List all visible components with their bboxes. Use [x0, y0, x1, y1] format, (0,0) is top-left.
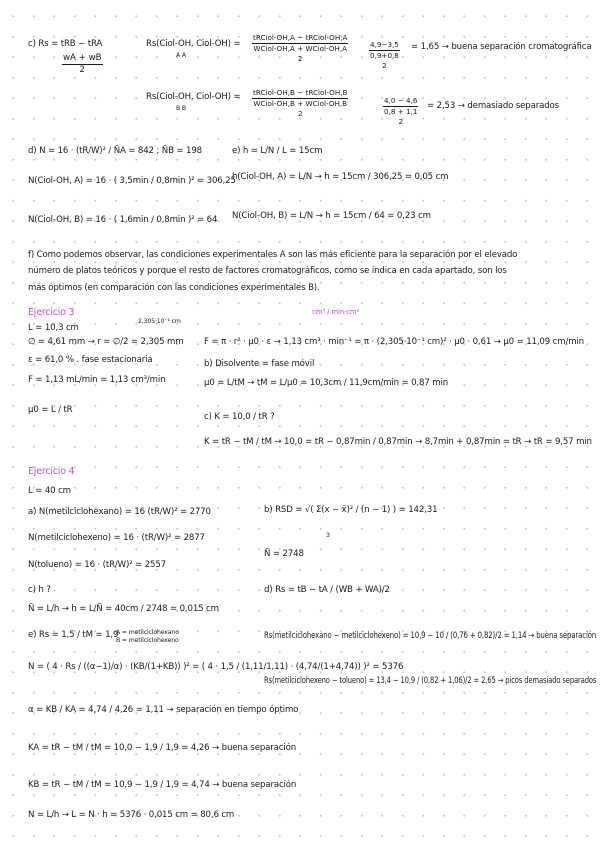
- conclusion-line-1: f) Como podemos observar, las condiciones experimentales A son las más eficiente para la separación por el elevado: [28, 250, 518, 260]
- height-question: c) h ?: [28, 585, 51, 595]
- heading-ejercicio-4: Ejercicio 4: [28, 466, 75, 477]
- conclusion-line-2: número de platos teóricos y porque el resto de factores cromatográficos, como se indica en cada apartado, son los: [28, 266, 507, 276]
- formula-height-h: e) h = L/N / L = 15cm: [232, 146, 323, 156]
- rs-a-lhs: Rs(Ciol-OH, Ciol-OH) =: [146, 39, 241, 49]
- formula-rs-definition: c) Rs = tRB − tRA: [28, 39, 103, 49]
- mean-plates: N̄ = 2748: [264, 549, 304, 559]
- plates-toluene: N(tolueno) = 16 · (tR/W)² = 2557: [28, 560, 166, 570]
- conclusion-line-3: más óptimos (en comparación con las condiciones experimentales B).: [28, 283, 320, 293]
- resolution-formula: d) Rs = tB − tA / (WB + WA)/2: [264, 585, 390, 595]
- rs-b-result-fraction: 4,0 − 4,6 0,8 + 1,1 2: [384, 96, 418, 126]
- rs-a-result-fraction: 4,9−3,5 0,9+0,8 2: [370, 40, 399, 70]
- retention-factor-a: KA = tR − tM / tM = 10,0 − 1,9 / 1,9 = 4,26 → buena separación: [28, 743, 297, 753]
- length-3: L = 10,3 cm: [28, 323, 79, 333]
- plates-required: N = ( 4 · Rs / ((α−1)/α) · (KB/(1+KB)) )² = ( 4 · 1,5 / (1,11/1,11) · (4,74/(1+4,74)) )² = 5376: [28, 662, 404, 672]
- plates-methylcyclohexene: N(metilciclohexeno) = 16 · (tR/W)² = 2877: [28, 533, 205, 543]
- height-calculation: N̄ = L/h → h = L/N̄ = 40cm / 2748 = 0,015 cm: [28, 604, 219, 614]
- solvent-note: b) Disolvente = fase móvil: [204, 359, 315, 369]
- heading-ejercicio-3: Ejercicio 3: [28, 307, 75, 318]
- rsd-n: 3: [326, 532, 330, 539]
- formula-plates-n: d) N = 16 · (tR/W)² / N̄A = 842 ; N̄B = 198: [28, 146, 202, 156]
- rs-b-subscript: B B: [176, 105, 187, 112]
- length-4: L = 40 cm: [28, 486, 71, 496]
- plates-methylcyclohexane: a) N(metilciclohexano) = 16 (tR/W)² = 2770: [28, 507, 211, 517]
- rs-b-fraction: tRCiol-OH,B − tRCiol-OH,B WCiol-OH,B + WCiol-OH,B 2: [253, 88, 348, 118]
- plates-a: N(Ciol-OH, A) = 16 · ( 3,5min / 0,8min )² = 306,25: [28, 176, 236, 186]
- retention-factor-question: c) K = 10,0 / tR ?: [204, 412, 275, 422]
- rs-a-fraction: tRCiol-OH,A − tRCiol-OH,A WCiol-OH,A + WCiol-OH,A 2: [253, 33, 348, 63]
- rsd-formula: b) RSD = √( Σ(x − x̄)² / (n − 1) ) = 142,31: [264, 505, 438, 515]
- resolution-given: e) Rs = 1,5 / tM = 1,9: [28, 630, 119, 640]
- resolution-mce-toluene: Rs(metilciclohexeno − tolueno) = 13,4 − 10,9 / (0,82 + 1,06)/2 = 2,65 → picos demasiado separados: [264, 676, 597, 686]
- rs-a-conclusion: = 1,65 → buena separación cromatográfica: [411, 42, 592, 52]
- flow-rate: F = 1,13 mL/min = 1,13 cm³/min: [28, 375, 166, 385]
- height-b: N(Ciol-OH, B) = L/N → h = 15cm / 64 = 0,23 cm: [232, 211, 431, 221]
- formula-rs-denominator: $\frac{wA + wB}{2}$: [63, 53, 102, 75]
- rs-b-lhs: Rs(Ciol-OH, Ciol-OH) =: [146, 92, 241, 102]
- linear-velocity-definition: μ0 = L / tR: [28, 405, 73, 415]
- flow-equation: F = π · r² · μ0 · ε → 1,13 cm³ · min⁻¹ = π · (2,305·10⁻¹ cm)² · μ0 · 0,61 → μ0 = 11,09 cm/min: [204, 337, 584, 347]
- porosity: ε = 61,0 % . fase estacionaria: [28, 355, 153, 365]
- height-a: h(Ciol-OH, A) = L/N → h = 15cm / 306,25 = 0,05 cm: [232, 172, 449, 182]
- unit-highlight: cm³ / min·cm²: [312, 308, 360, 316]
- dead-time-equation: μ0 = L/tM → tM = L/μ0 = 10,3cm / 11,9cm/min = 0,87 min: [204, 378, 449, 388]
- rs-b-conclusion: = 2,53 → demasiado separados: [427, 101, 559, 111]
- legend-b: B = metilciclohexeno: [116, 637, 179, 644]
- selectivity: α = KB / KA = 4,74 / 4,26 = 1,11 → separación en tiempo óptimo: [28, 705, 299, 715]
- resolution-mch-mce: Rs(metilciclohexano − metilciclohexeno) = 10,9 − 10 / (0,76 + 0,82)/2 = 1,14 → buena separación: [264, 631, 597, 641]
- retention-factor-b: KB = tR − tM / tM = 10,9 − 1,9 / 1,9 = 4,74 → buena separación: [28, 780, 297, 790]
- rs-a-subscript: A A: [176, 52, 186, 59]
- plates-b: N(Ciol-OH, B) = 16 · ( 1,6min / 0,8min )² = 64: [28, 215, 218, 225]
- radius-conversion: 2,305·10⁻¹ cm: [138, 318, 181, 325]
- column-length-result: N = L/h → L = N · h = 5376 · 0,015 cm = 80,6 cm: [28, 810, 235, 820]
- diameter-radius: ∅ = 4,61 mm → r = ∅/2 = 2,305 mm: [28, 337, 184, 347]
- retention-factor-equation: K = tR − tM / tM → 10,0 = tR − 0,87min / 0,87min → 8,7min + 0,87min = tR → tR = 9,57 min: [204, 437, 592, 447]
- legend-a: A = metilciclohexano: [116, 629, 179, 636]
